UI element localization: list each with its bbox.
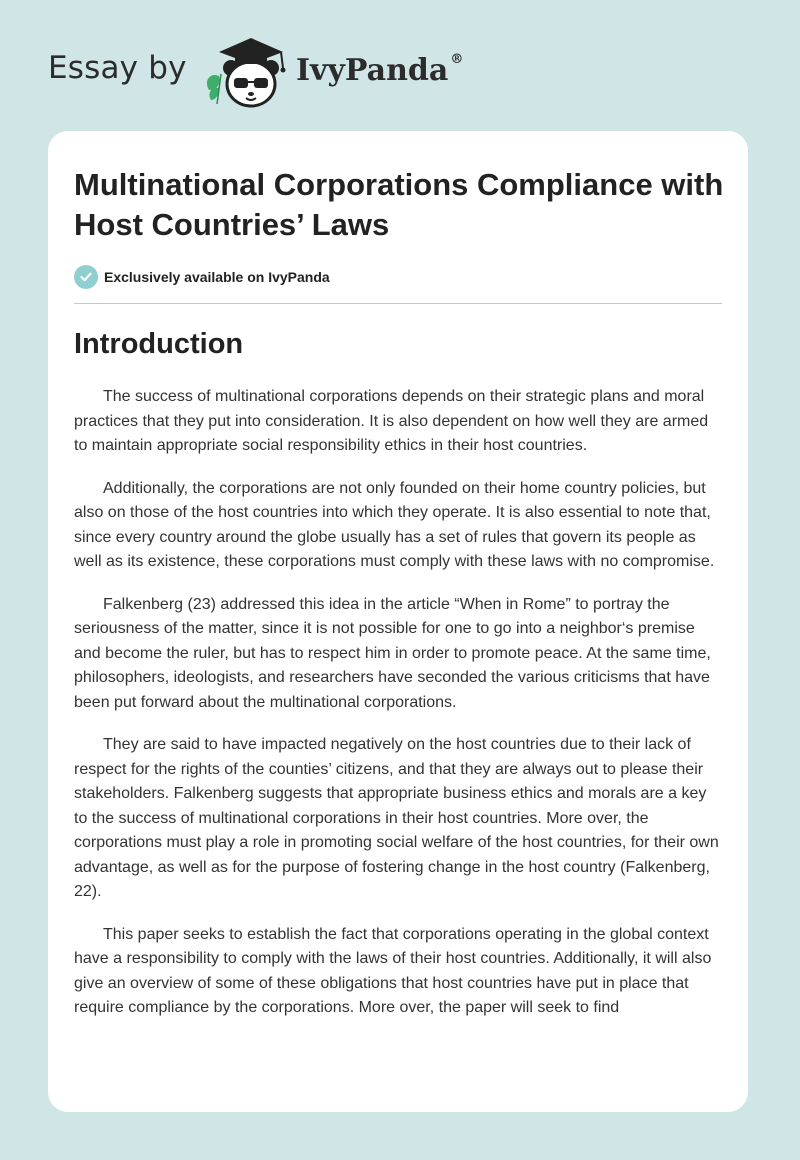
exclusive-badge: [74, 264, 330, 290]
article-card: [48, 131, 748, 1112]
check-circle-icon: [74, 265, 98, 289]
section-heading: Introduction: [74, 328, 244, 360]
paragraph: This paper seeks to establish the fact that corporations operating in the global context have a responsibility to comply with the laws of their host countries. Additionally, it will also give an overview of some of these obligations that host countries have put in place that require compliance by the corporations. More over, the paper will seek to find: [74, 925, 712, 1016]
article-body: [74, 385, 724, 1039]
exclusive-label: Exclusively available on IvyPanda: [104, 269, 330, 285]
site-logo[interactable]: [48, 34, 508, 114]
article-title: Multinational Corporations Compliance with Host Countries’ Laws: [74, 167, 724, 242]
essay-by-label: Essay by: [48, 50, 187, 86]
paragraph: Falkenberg (23) addressed this idea in the article “When in Rome” to portray the seriousness of the matter, since it is not possible for one to go into a neighbor‘s premise and become the ruler, but has to respect him in order to promote peace. At the same time, philosophers, ideologists, and researchers have seconded the various criticisms that have been put forward about the multinational corporations.: [74, 595, 711, 711]
panda-logo-icon: [201, 34, 293, 110]
brand-name-text: IvyPanda: [296, 53, 449, 88]
paragraph: The success of multinational corporations depends on their strategic plans and moral practices that they put into consideration. It is also dependent on how well they are armed to maintain appropriate social responsibility ethics in their host countries.: [74, 388, 709, 454]
divider: [74, 303, 722, 304]
brand-name: [296, 53, 463, 88]
paragraph: Additionally, the corporations are not only founded on their home country policies, but also on those of the host countries into which they operate. It is also essential to note that, since every country around the globe usually has a set of rules that govern its people as well as its existence, these corporations must comply with these laws with no compromise.: [74, 479, 715, 570]
paragraph: They are said to have impacted negatively on the host countries due to their lack of respect for the rights of the counties’ citizens, and that they are always out to please their stakeholders. Falkenberg suggests that appropriate business ethics and morals are a key to the success of multinational corporations in their host countries. More over, the corporations must play a role in promoting social welfare of the host countries, for their own advantage, as well as for the purpose of fostering change in the host country (Falkenberg, 22).: [74, 736, 719, 900]
registered-mark: ®: [450, 52, 464, 67]
